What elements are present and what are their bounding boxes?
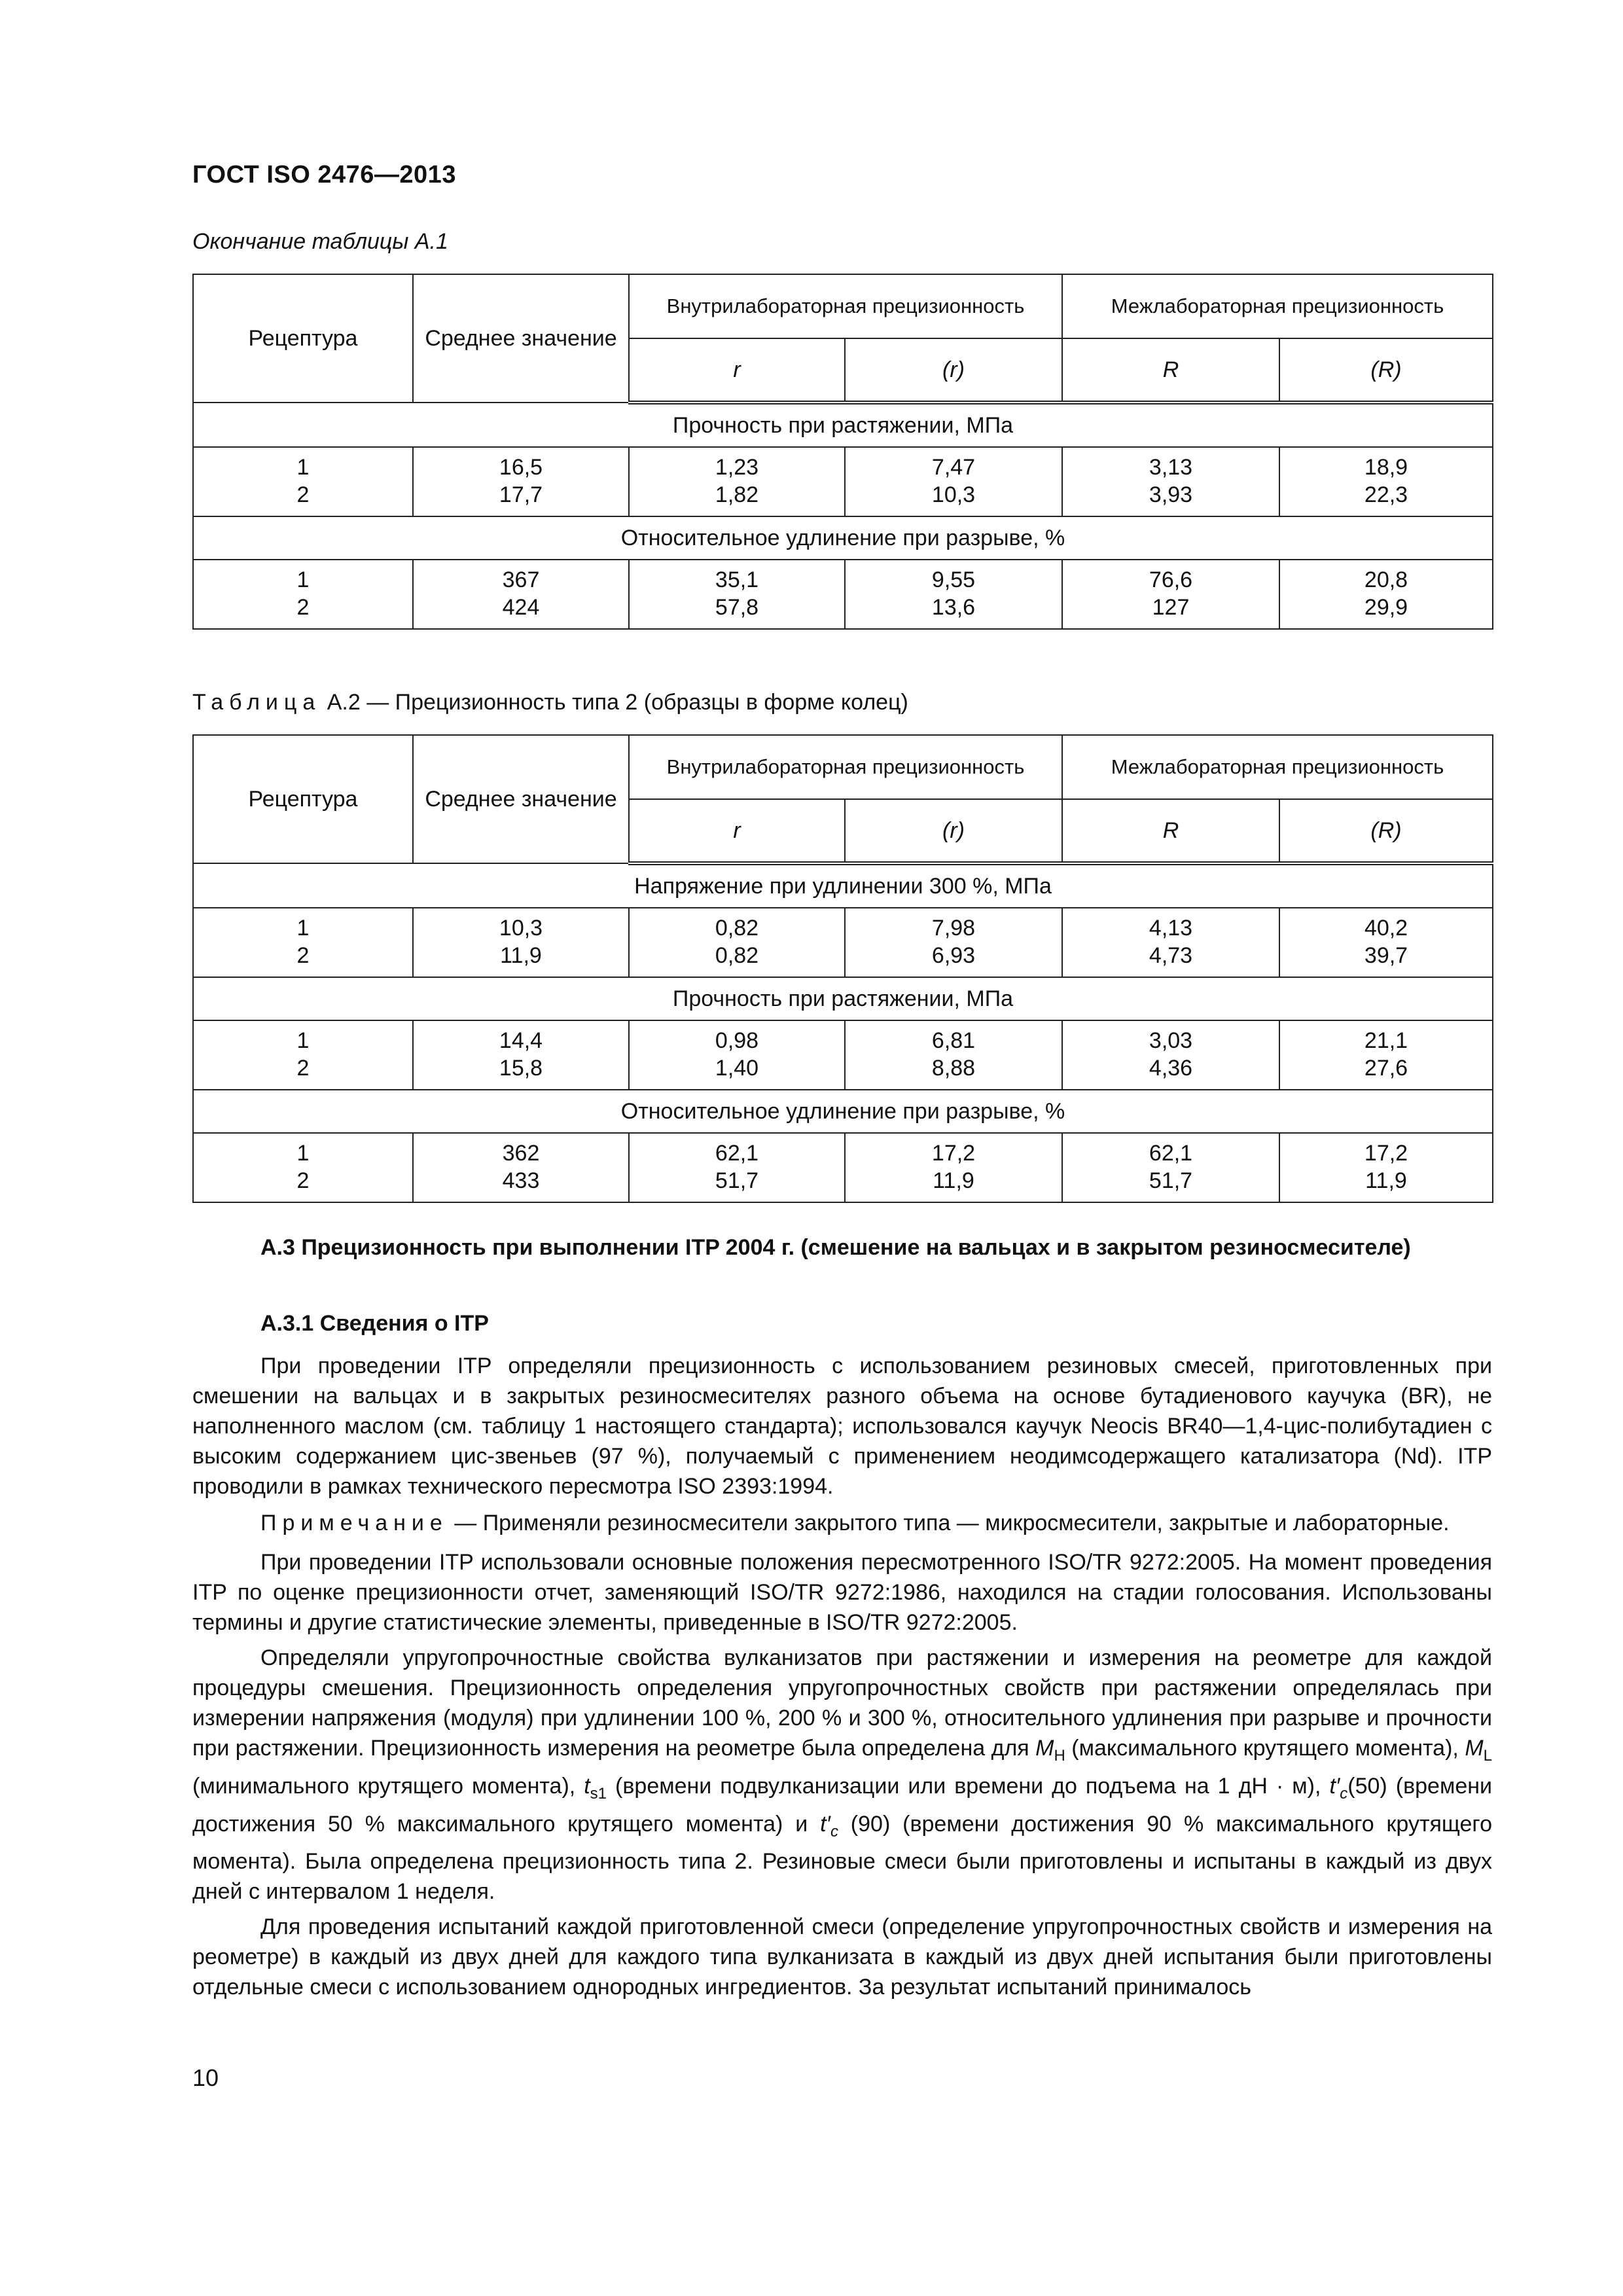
cell-R-relative: 17,2 11,9 <box>1279 1133 1493 1202</box>
cell-mean: 367 424 <box>413 560 629 629</box>
paragraph: Для проведения испытаний каждой приготовленной смеси (определение упругопрочностных свойств и измерения на реометре) в каждый из двух дней для каждого типа вулканизата в каждый из двух дней испытания были приготовлены отдельные смеси с использованием однородных ингредиентов. За результат испытаний принималось <box>192 1914 1492 2000</box>
header-intra-lab: Внутрилабораторная прецизионность <box>629 735 1062 799</box>
section-title: Прочность при растяжении, МПа <box>193 403 1493 447</box>
header-mean: Среднее значение <box>413 274 629 403</box>
section-title: Относительное удлинение при разрыве, % <box>193 516 1493 560</box>
cell-r-relative: 6,81 8,88 <box>845 1020 1062 1090</box>
cell-recipe: 1 2 <box>193 1133 413 1202</box>
header-r: r <box>629 799 845 863</box>
cell-r-relative: 17,2 11,9 <box>845 1133 1062 1202</box>
cell-mean: 16,5 17,7 <box>413 447 629 516</box>
section-a3-1-heading: А.3.1 Сведения о ITP <box>260 1311 489 1336</box>
table-label: Таблица <box>192 690 321 715</box>
table2-caption <box>192 690 908 715</box>
section-a3-body <box>192 1351 1492 2002</box>
section-title: Прочность при растяжении, МПа <box>193 977 1493 1020</box>
cell-r: 0,98 1,40 <box>629 1020 845 1090</box>
page-header: ГОСТ ISO 2476—2013 <box>192 161 456 188</box>
section-title: Напряжение при удлинении 300 %, МПа <box>193 863 1493 908</box>
header-inter-lab: Межлабораторная прецизионность <box>1062 735 1493 799</box>
cell-R-relative: 40,2 39,7 <box>1279 908 1493 977</box>
cell-recipe: 1 2 <box>193 560 413 629</box>
section-a3-heading: А.3 Прецизионность при выполнении ITP 2004 г. (смешение на вальцах и в закрытом резиносмесителе) <box>260 1235 1411 1260</box>
header-recipe: Рецептура <box>193 735 413 863</box>
cell-r-relative: 7,98 6,93 <box>845 908 1062 977</box>
header-intra-lab: Внутрилабораторная прецизионность <box>629 274 1062 338</box>
table-title: А.2 — Прецизионность типа 2 (образцы в форме колец) <box>321 690 908 715</box>
cell-r: 62,1 51,7 <box>629 1133 845 1202</box>
cell-R-relative: 18,9 22,3 <box>1279 447 1493 516</box>
header-r: r <box>629 338 845 403</box>
note-label: Примечание <box>260 1511 448 1535</box>
header-R: R <box>1062 338 1279 403</box>
cell-R: 4,13 4,73 <box>1062 908 1279 977</box>
header-R: R <box>1062 799 1279 863</box>
cell-R: 76,6 127 <box>1062 560 1279 629</box>
header-recipe: Рецептура <box>193 274 413 403</box>
cell-R-relative: 21,1 27,6 <box>1279 1020 1493 1090</box>
table1-caption: Окончание таблицы А.1 <box>192 229 448 254</box>
cell-R: 3,13 3,93 <box>1062 447 1279 516</box>
note-text: — Применяли резиносмесители закрытого типа — микросмесители, закрытые и лабораторные. <box>448 1511 1450 1535</box>
table-row <box>193 560 1493 629</box>
header-r-relative: (r) <box>845 799 1062 863</box>
cell-recipe: 1 2 <box>193 908 413 977</box>
header-R-relative: (R) <box>1279 799 1493 863</box>
cell-recipe: 1 2 <box>193 447 413 516</box>
precision-table-a1 <box>192 274 1493 630</box>
header-mean: Среднее значение <box>413 735 629 863</box>
note <box>192 1511 1492 1535</box>
cell-mean: 362 433 <box>413 1133 629 1202</box>
cell-mean: 14,4 15,8 <box>413 1020 629 1090</box>
paragraph: Определяли упругопрочностные свойства вулканизатов при растяжении и измерения на реометре для каждой процедуры смешения. Прецизионность определения упругопрочностных свойств при растяжении определялась при измерении напряжения (модуля) при удлинении 100 %, 200 % и 300 %, относительного удлинения при разрыве и прочности при растяжении. Прецизионность измерения на реометре была определена для $M_H$ (максимального крутящего момента), $M_L$ (минимального крутящего момента), $t_{s1}$ (времени подвулканизации или времени до подъема на 1 дН · м), $t'_c(50)$ (времени достижения 50 % максимального крутящего момента) и $t'_c$ (90) (времени достижения 90 % максимального крутящего момента). Была определена прецизионность типа 2. Резиновые смеси были приготовлены и испытаны в каждый из двух дней с интервалом 1 неделя. <box>192 1645 1493 1905</box>
cell-r: 35,1 57,8 <box>629 560 845 629</box>
cell-mean: 10,3 11,9 <box>413 908 629 977</box>
table-row <box>193 1133 1493 1202</box>
cell-recipe: 1 2 <box>193 1020 413 1090</box>
paragraph: При проведении ITP использовали основные положения пересмотренного ISO/TR 9272:2005. На момент проведения ITP по оценке прецизионности отчет, заменяющий ISO/TR 9272:1986, находился на стадии голосования. Использованы термины и другие статистические элементы, приведенные в ISO/TR 9272:2005. <box>192 1550 1492 1635</box>
cell-R-relative: 20,8 29,9 <box>1279 560 1493 629</box>
cell-r: 1,23 1,82 <box>629 447 845 516</box>
cell-R: 3,03 4,36 <box>1062 1020 1279 1090</box>
paragraph: При проведении ITP определяли прецизионность с использованием резиновых смесей, приготовленных при смешении на вальцах и в закрытых резиносмесителях разного объема на основе бутадиенового каучука (BR), не наполненного маслом (см. таблицу 1 настоящего стандарта); использовался каучук Neocis BR40—1,4-цис-полибутадиен с высоким содержанием цис-звеньев (97 %), получаемый с применением неодимсодержащего катализатора (Nd). ITP проводили в рамках технического пересмотра ISO 2393:1994. <box>192 1354 1492 1499</box>
cell-r-relative: 7,47 10,3 <box>845 447 1062 516</box>
header-r-relative: (r) <box>845 338 1062 403</box>
precision-table-a2 <box>192 734 1493 1203</box>
table-row <box>193 447 1493 516</box>
header-inter-lab: Межлабораторная прецизионность <box>1062 274 1493 338</box>
cell-R: 62,1 51,7 <box>1062 1133 1279 1202</box>
cell-r-relative: 9,55 13,6 <box>845 560 1062 629</box>
table-row <box>193 1020 1493 1090</box>
cell-r: 0,82 0,82 <box>629 908 845 977</box>
table-row <box>193 908 1493 977</box>
page-number: 10 <box>192 2064 219 2091</box>
header-R-relative: (R) <box>1279 338 1493 403</box>
section-title: Относительное удлинение при разрыве, % <box>193 1090 1493 1133</box>
